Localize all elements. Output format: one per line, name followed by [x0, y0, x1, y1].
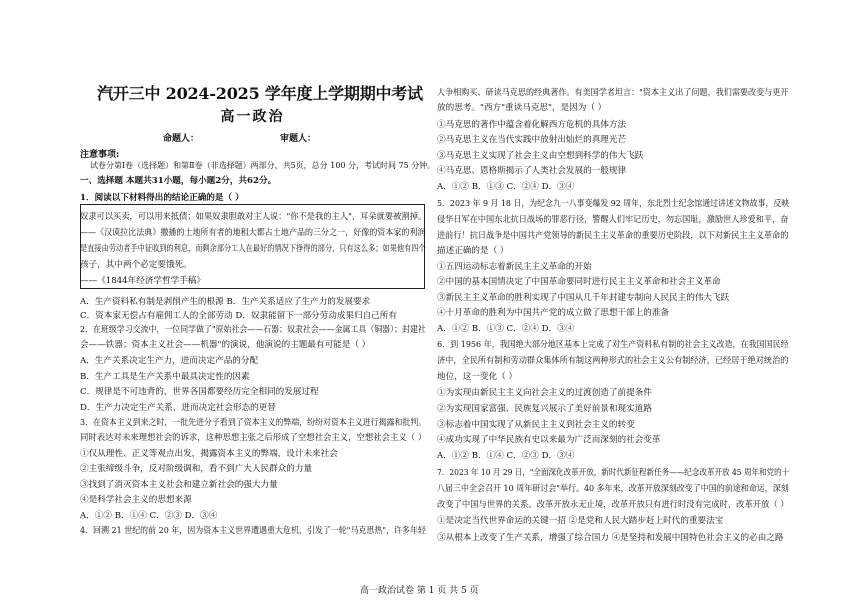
right-lines-20: ②为实现国家富强、民族复兴展示了美好前景和现实道路: [437, 404, 652, 414]
right-lines-25: 八届三中全会召开 10 周年研讨会"举行。40 多年来，改革开放深刻改变了中国的前途和命运，深刻: [437, 484, 789, 494]
right-lines-26: 改变了中国与世界的关系。改革开放永无止境，改革开放只有进行时没有完成时，改革开放（ ）: [437, 500, 789, 510]
notice-text: 试卷分第Ⅰ卷（选择题）和第Ⅱ卷（非选择题）两部分，共5页，总分 100 分，考试时间 75 分钟。: [90, 161, 436, 170]
page-title: 汽开三中 2024-2025 学年度上学期期中考试: [97, 84, 423, 103]
reviewer-label: 审题人：: [280, 134, 317, 144]
right-lines-18: 地位，这一变化（ ）: [437, 372, 518, 382]
right-lines-17: 济中，全民所有制和劳动群众集体所有制这两种形式的社会主义公有制经济，已经居于绝对统治的: [437, 356, 789, 366]
left-lines-4: 孩子，其中两个必定要饿死。: [80, 260, 192, 270]
left-lines-5: ——《1844年经济学哲学手稿》: [80, 276, 205, 286]
right-lines-23: A．①② B．①④ C．②③ D．③④: [437, 451, 575, 461]
right-lines-2: ①马克思的著作中蕴含着化解西方危机的具体方法: [437, 120, 627, 130]
left-lines-8: 2．在班级学习交流中，一位同学做了"原始社会——石器；奴隶社会——金属工具（铜器）；封建社: [80, 325, 426, 335]
right-lines-19: ①为实现由新民主主义向社会主义的过渡创造了前提条件: [437, 388, 652, 398]
right-lines-10: 描述正确的是（ ）: [437, 246, 509, 256]
proposer-label: 命题人：: [163, 134, 200, 144]
right-lines-11: ①五四运动标志着新民主主义革命的开始: [437, 262, 592, 272]
right-lines-3: ②马克思主义在当代实践中放射出灿烂的真理光芒: [437, 135, 627, 145]
right-lines-5: ④马克思、恩格斯揭示了人类社会发展的一般规律: [437, 166, 627, 176]
right-lines-0: 人争相购买、研读马克思的经典著作。有美国学者坦言："资本主义出了问题，我们需要改变与更开: [437, 88, 789, 98]
right-lines-15: A．①② B．①③ C．②④ D．③④: [437, 324, 575, 334]
right-lines-16: 6．到 1956 年，我国绝大部分地区基本上完成了对生产资料私有制的社会主义改造，在我国国民经: [437, 340, 789, 350]
left-lines-11: B．生产工具是生产关系中最具决定性的因素: [80, 372, 250, 382]
right-lines-1: 放的思考。"西方"重读马克思"，是因为（ ）: [437, 103, 607, 113]
page-footer: 高一政治试卷 第 1 页 共 5 页: [360, 586, 479, 596]
left-lines-16: ①仅从理性、正义等观点出发，揭露资本主义的弊端，设计未来社会: [80, 449, 338, 459]
right-lines-12: ②中国的基本国情决定了中国革命要同时进行民主主义革命和社会主义革命: [437, 277, 721, 287]
right-lines-22: ④成功实现了中华民族有史以来最为广泛而深刻的社会变革: [437, 435, 661, 445]
left-lines-17: ②主张缔级斗争，反对阶级调和，看不到广大人民群众的力量: [80, 464, 313, 474]
left-lines-6: A．生产资料私有制是剥削产生的根源 B．生产关系适应了生产力的发展要求: [80, 297, 371, 307]
right-lines-27: ①是决定当代世界命运的关键一招 ②是党和人民大踏步赶上时代的重要法宝: [437, 516, 724, 526]
left-lines-0: 1．阅读以下材料得出的结论正确的是（ ）: [80, 193, 244, 203]
left-lines-15: 同时表达对未来理想社会的诉求，这种思想主张之后形成了空想社会主义，空想社会主义（ ）: [80, 433, 427, 443]
left-lines-2: ——《汉谟拉比法典》撒播的土地所有者的地租大都占土地产品的三分之一，好像的资本家的利润: [80, 228, 426, 238]
right-lines-8: 侵华日军在中国东北抗日战场的罪恶行径，警醒人们牢记历史，勿忘国耻，激励世人珍爱和平，奋: [437, 215, 789, 225]
right-lines-9: 进前行！抗日战争是中国共产党领导的新民主主义革命的重要历史阶段，以下对新民主主义革命的: [437, 231, 789, 241]
left-lines-20: A．①② B．①④ C．②③ D．③④: [80, 511, 218, 521]
left-lines-10: A．生产关系决定生产力，进而决定产品的分配: [80, 356, 259, 366]
notice-heading: 注意事项:: [80, 150, 120, 160]
right-lines-6: A．①② B．①③ C．②④ D．③④: [437, 182, 575, 192]
left-lines-9: 会——铁器；资本主义社会——机器"的演说，他演说的主题最有可能是（ ）: [80, 340, 371, 350]
right-lines-7: 5．2023 年 9 月 18 日，为纪念九一八事变爆发 92 周年，东北烈士纪念馆通过讲述文物故事，反映: [437, 199, 790, 209]
right-lines-4: ③马克思主义实现了社会主义由空想到科学的伟大飞跃: [437, 151, 644, 161]
right-lines-24: 7．2023 年 10 月 29 日，"全面深化改革开放，新时代新征程新任务——纪念改革开放 45 周年和党的十: [437, 468, 790, 478]
left-lines-1: 奴隶可以买卖，可以用来抵债；如果奴隶胆敢对主人说："你不是我的主人"，耳朵就要被割掉。: [80, 212, 427, 222]
left-lines-18: ③找到了消灭资本主义社会和建立新社会的强大力量: [80, 480, 278, 490]
left-lines-7: C．资本家无偿占有雇佣工人的全部劳动 D．奴隶能留下一部分劳动成果归自己所有: [80, 311, 397, 321]
left-lines-19: ④是科学社会主义的思想来源: [80, 495, 192, 505]
left-lines-21: 4．回溯 21 世纪的前 20 年，因为资本主义世界遭遇重大危机，引发了一轮"马克思热"，许多年轻: [80, 526, 426, 536]
right-lines-21: ③标志着中国实现了从新民主主义到社会主义的转变: [437, 420, 635, 430]
left-lines-14: 3．在资本主义到来之时，一批先进分子看到了资本主义的弊端，纷纷对资本主义进行揭露和批判。: [80, 418, 427, 428]
right-lines-13: ③新民主主义革命的胜利实现了中国从几千年封建专制向人民民主的伟大飞跃: [437, 293, 730, 303]
left-lines-12: C．规律是不可违背的，世界各国都要经历完全相同的发展过程: [80, 387, 319, 397]
left-lines-13: D．生产力决定生产关系，进而决定社会形态的更替: [80, 403, 276, 413]
right-lines-28: ③从根本上改变了生产关系，增强了综合国力 ④是坚持和发展中国特色社会主义的必由之路: [437, 533, 784, 543]
page-subtitle: 高一政治: [220, 109, 285, 125]
section-heading: 一、选择题 本题共31小题，每小题2分，共62分。: [80, 176, 277, 186]
right-lines-14: ④十月革命的胜利为中国共产党的成立做了思想干部上的准备: [437, 308, 670, 318]
left-lines-3: 是直接由劳动者手中征收到的利息，而剩余部分工人在最好的情况下挣得的部分，只有这么多；如果他有四个: [80, 244, 426, 254]
